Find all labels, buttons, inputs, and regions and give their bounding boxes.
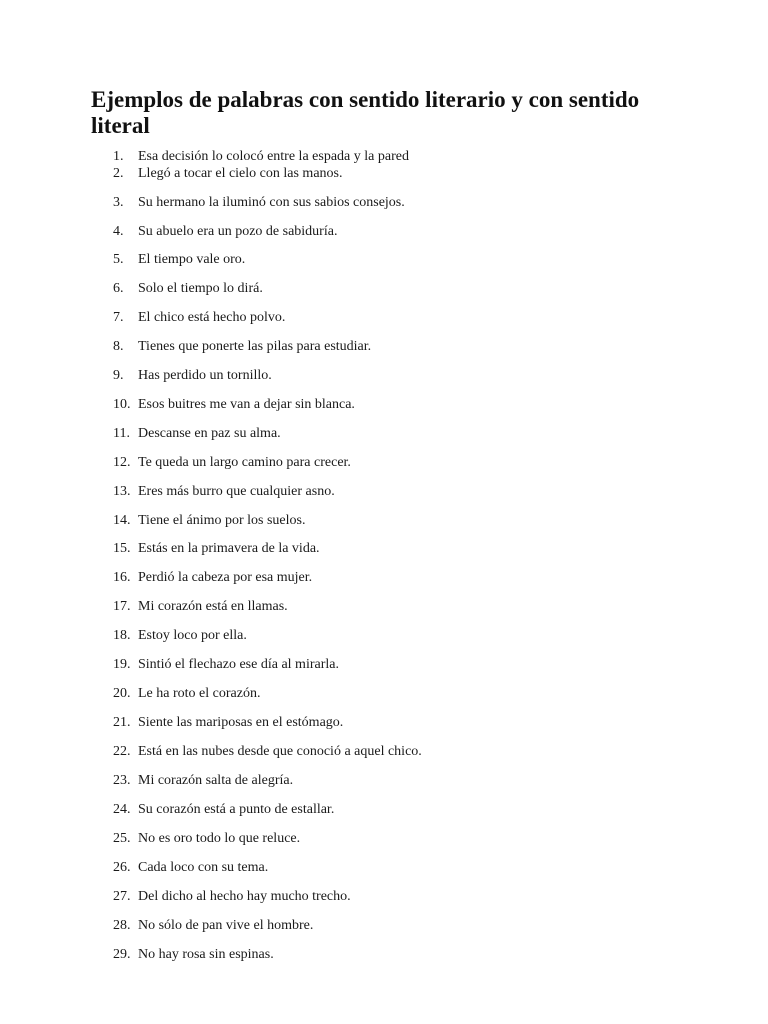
item-number: 22. (113, 744, 131, 759)
item-number: 26. (113, 860, 131, 875)
item-number: 19. (113, 657, 131, 672)
item-text: El tiempo vale oro. (138, 252, 246, 267)
item-number: 1. (113, 149, 124, 164)
item-number: 7. (113, 310, 124, 325)
item-number: 6. (113, 281, 124, 296)
item-text: No es oro todo lo que reluce. (138, 831, 301, 846)
item-text: Mi corazón salta de alegría. (138, 773, 294, 788)
item-number: 3. (113, 195, 124, 210)
item-number: 21. (113, 715, 131, 730)
item-text: Esos buitres me van a dejar sin blanca. (138, 397, 355, 412)
item-number: 4. (113, 224, 124, 239)
item-text: Estoy loco por ella. (138, 628, 247, 643)
item-text: No hay rosa sin espinas. (138, 947, 274, 962)
item-number: 2. (113, 166, 124, 181)
document-title: Ejemplos de palabras con sentido literario y con sentido literal (91, 87, 640, 138)
item-text: Tienes que ponerte las pilas para estudiar. (138, 339, 372, 354)
item-text: Su corazón está a punto de estallar. (138, 802, 335, 817)
item-text: Solo el tiempo lo dirá. (138, 281, 263, 296)
item-text: El chico está hecho polvo. (138, 310, 286, 325)
item-text: Descanse en paz su alma. (138, 426, 281, 441)
item-number: 24. (113, 802, 131, 817)
item-text: Estás en la primavera de la vida. (138, 541, 320, 556)
item-text: Está en las nubes desde que conoció a aquel chico. (138, 744, 422, 759)
item-text: Sintió el flechazo ese día al mirarla. (138, 657, 339, 672)
item-text: Siente las mariposas en el estómago. (138, 715, 344, 730)
item-text: Mi corazón está en llamas. (138, 599, 288, 614)
item-text: Llegó a tocar el cielo con las manos. (138, 166, 343, 181)
item-number: 16. (113, 570, 131, 585)
item-number: 12. (113, 455, 131, 470)
item-number: 9. (113, 368, 124, 383)
item-number: 20. (113, 686, 131, 701)
item-number: 18. (113, 628, 131, 643)
item-number: 13. (113, 484, 131, 499)
item-number: 5. (113, 252, 124, 267)
item-text: Te queda un largo camino para crecer. (138, 455, 351, 470)
item-number: 8. (113, 339, 124, 354)
item-text: Cada loco con su tema. (138, 860, 269, 875)
item-text: Su abuelo era un pozo de sabiduría. (138, 224, 338, 239)
item-text: Del dicho al hecho hay mucho trecho. (138, 889, 351, 904)
item-number: 17. (113, 599, 131, 614)
item-number: 25. (113, 831, 131, 846)
item-text: Su hermano la iluminó con sus sabios consejos. (138, 195, 405, 210)
item-number: 27. (113, 889, 131, 904)
item-number: 11. (113, 426, 130, 441)
item-text: Esa decisión lo colocó entre la espada y la pared (138, 149, 409, 164)
item-text: Le ha roto el corazón. (138, 686, 261, 701)
item-text: Perdió la cabeza por esa mujer. (138, 570, 313, 585)
item-number: 28. (113, 918, 131, 933)
item-text: No sólo de pan vive el hombre. (138, 918, 314, 933)
item-number: 14. (113, 513, 131, 528)
item-number: 10. (113, 397, 131, 412)
item-text: Has perdido un tornillo. (138, 368, 272, 383)
item-number: 15. (113, 541, 131, 556)
item-number: 29. (113, 947, 131, 962)
item-text: Eres más burro que cualquier asno. (138, 484, 335, 499)
item-number: 23. (113, 773, 131, 788)
item-text: Tiene el ánimo por los suelos. (138, 513, 306, 528)
